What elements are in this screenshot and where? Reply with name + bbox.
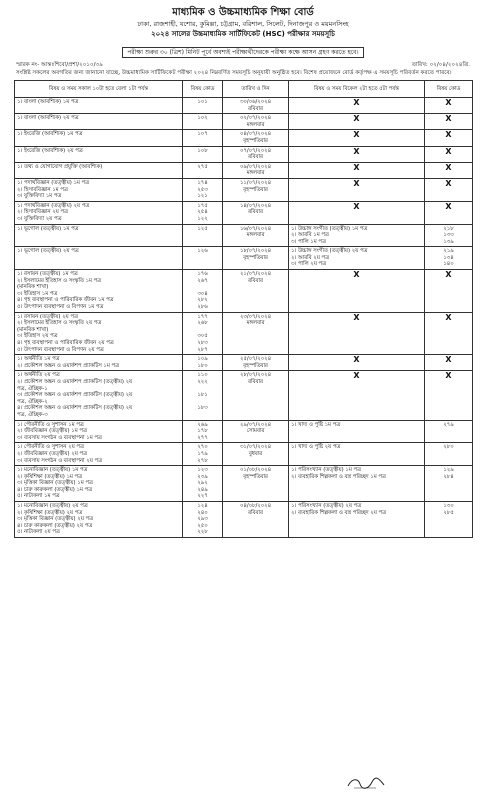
cross-mark: X	[445, 162, 452, 172]
exam-date: ২৫/০৭/২০২৪	[239, 356, 272, 363]
schedule-table	[14, 80, 473, 538]
exam-date: ১৪/০৭/২০২৪	[239, 202, 272, 209]
exam-day: সোমবার	[246, 428, 265, 435]
morning-codes-line: ১১০	[197, 372, 208, 379]
morning-subjects-line: ১। মনোবিজ্ঞান (তত্ত্বীয়) ২য় পত্র	[17, 503, 88, 510]
exam-day: বৃহস্পতিবার	[243, 362, 268, 369]
exam-day: রবিবার	[248, 209, 263, 216]
morning-codes-line: ১০২	[197, 115, 208, 122]
morning-codes-line: ২৪৯	[197, 486, 208, 493]
afternoon-subjects	[289, 420, 425, 443]
morning-subjects-line: ৪। চারু কারুকলা (তত্ত্বীয়) ১ম পত্র	[17, 486, 93, 493]
header-date-day: তারিখ ও দিন	[223, 81, 289, 98]
afternoon-codes	[425, 443, 473, 466]
intro-text: সংশ্লিষ্ট সকলের অবগতির জন্য জানানো যাচ্ছে, উচ্চমাধ্যমিক সার্টিফিকেট পরীক্ষা ২০২৪ নিম্নবর্ণিত সময়সূচি অনুযায়ী অনুষ্ঠিত হবে। বিশেষ প্রয়োজনে বোর্ড কর্তৃপক্ষ এ সময়সূচি পরিবর্তন করতে পারবে।	[16, 70, 452, 76]
cross-mark: X	[445, 201, 452, 211]
afternoon-none-mark	[289, 201, 425, 224]
exam-date-day	[223, 224, 289, 247]
header-code: বিষয় কোড	[183, 81, 223, 98]
exam-date-day	[223, 270, 289, 313]
morning-subjects-line: ১। তথ্য ও যোগাযোগ প্রযুক্তি (আবশ্যিক)	[17, 163, 103, 170]
cross-mark: X	[353, 114, 360, 124]
morning-codes-line: ১২২	[197, 215, 208, 222]
afternoon-subjects-line: ৩। পালি ২য় পত্র	[291, 261, 327, 268]
afternoon-codes-line: ১৩৩	[443, 232, 454, 239]
morning-codes	[183, 224, 223, 247]
morning-subjects-line: ৫। উৎপাদন ব্যবস্থাপনা ও বিপণন ২য় পত্র	[17, 346, 104, 353]
morning-codes	[183, 130, 223, 146]
cross-mark: X	[445, 270, 452, 280]
morning-codes-line: ১২৬	[197, 248, 208, 255]
exam-date: ৩০/০৬/২০২৪	[239, 99, 272, 105]
memo-date: তারিখ: ০২/০৪/২০২৪খ্রি.	[411, 62, 470, 68]
morning-subjects	[15, 178, 183, 201]
table-row	[15, 312, 473, 355]
afternoon-codes-line: ২৮০	[443, 444, 454, 451]
exam-date: ৩১/০৭/২০২৪	[239, 444, 272, 451]
morning-subjects-line: ৩। যুক্তিবিদ্যা ১ম পত্র	[17, 193, 62, 200]
afternoon-code-none-mark	[425, 98, 473, 114]
morning-codes-line: ১৭৮	[197, 428, 208, 435]
table-header-row	[15, 81, 473, 98]
morning-subjects-line: পত্র, ঐচ্ছিক-২	[17, 398, 48, 405]
morning-codes-line: ২২৭	[197, 493, 208, 500]
header-code-afternoon: বিষয় কোড	[425, 81, 473, 98]
exam-day: মঙ্গলবার	[246, 170, 265, 177]
afternoon-none-mark	[289, 270, 425, 313]
exam-date: ১১/০৭/২০২৪	[239, 179, 272, 186]
cross-mark: X	[353, 130, 360, 140]
morning-subjects-line: ২। ইসলামের ইতিহাস ও সংস্কৃতি ১ম পত্র	[17, 277, 102, 284]
afternoon-codes-line: ১৩৪	[443, 254, 454, 261]
morning-subjects-line: ২। প্রকৌশল অঙ্কন ও ওয়ার্কশপ প্র্যাকটিস ১ম পত্র	[17, 362, 119, 369]
exam-day: রবিবার	[248, 105, 263, 112]
morning-codes	[183, 146, 223, 162]
afternoon-codes	[425, 466, 473, 502]
afternoon-subjects	[289, 224, 425, 247]
morning-codes-line	[185, 412, 220, 419]
exam-day: বৃহস্পতিবার	[243, 254, 268, 261]
morning-subjects	[15, 270, 183, 313]
afternoon-code-none-mark	[425, 371, 473, 420]
afternoon-codes-line: ১৩০	[443, 503, 454, 510]
morning-codes-line: ১৮০	[197, 362, 208, 369]
morning-subjects-line: ৩। ব্যবসায় সংগঠন ও ব্যবস্থাপনা ১ম পত্র	[17, 434, 102, 441]
morning-codes	[183, 201, 223, 224]
exam-date: ০৪/০৭/২০২৪	[239, 131, 272, 138]
exam-day: রবিবার	[248, 378, 263, 385]
morning-codes-line: ২৭৫	[197, 163, 208, 170]
exam-day: বৃহস্পতিবার	[243, 137, 268, 144]
cross-mark: X	[353, 371, 360, 381]
cross-mark: X	[445, 130, 452, 140]
exam-date: ১৮/০৭/২০২৪	[239, 248, 272, 255]
table-row	[15, 162, 473, 178]
morning-codes-line: ২৪০	[197, 509, 208, 516]
table-row	[15, 178, 473, 201]
cross-mark: X	[353, 312, 360, 322]
exam-date-day	[223, 162, 289, 178]
exam-day: মঙ্গলবার	[246, 121, 265, 128]
afternoon-code-none-mark	[425, 114, 473, 130]
afternoon-codes-line: ২৮৪	[443, 473, 454, 480]
morning-codes-line: ২২৮	[197, 529, 208, 536]
morning-subjects-line: ১। রসায়ন (তত্ত্বীয়) ১ম পত্র	[17, 271, 78, 278]
morning-codes-line: ২৯৩	[197, 516, 208, 523]
table-row	[15, 201, 473, 224]
morning-subjects-line: ২। ইসলামের ইতিহাস ও সংস্কৃতি ২য় পত্র	[17, 320, 102, 327]
morning-codes-line: ২৭০	[197, 444, 208, 451]
notice-header	[0, 0, 486, 58]
cross-mark: X	[353, 201, 360, 211]
morning-codes-line: ১৮১	[197, 392, 208, 399]
morning-codes-line: ২৬৯	[197, 421, 208, 428]
afternoon-codes	[425, 502, 473, 538]
afternoon-codes	[425, 224, 473, 247]
morning-codes-line	[185, 327, 220, 334]
morning-codes-line: ২৬৮	[197, 320, 208, 327]
afternoon-subjects-line: ১। উচ্চাঙ্গ সংগীত (তত্ত্বীয়) ২য় পত্র	[291, 248, 368, 255]
morning-codes-line	[185, 386, 220, 393]
morning-subjects	[15, 371, 183, 420]
exam-date: ০৪/০৮/২০২৪	[239, 503, 272, 510]
board-name: মাধ্যমিক ও উচ্চমাধ্যমিক শিক্ষা বোর্ড	[172, 7, 314, 18]
afternoon-code-none-mark	[425, 130, 473, 146]
morning-subjects-line: ৫। উৎপাদন ব্যবস্থাপনা ও বিপণন ১ম পত্র	[17, 304, 104, 311]
afternoon-subjects	[289, 443, 425, 466]
afternoon-code-none-mark	[425, 270, 473, 313]
morning-subjects-line: ১। পদার্থবিজ্ঞান (তত্ত্বীয়) ২য় পত্র	[17, 202, 90, 209]
afternoon-none-mark	[289, 312, 425, 355]
morning-codes	[183, 114, 223, 130]
morning-subjects	[15, 247, 183, 270]
afternoon-subjects	[289, 247, 425, 270]
morning-subjects-line: ২। হিসাববিজ্ঞান ২য় পত্র	[17, 209, 68, 216]
morning-codes-line: ২৮৬	[197, 304, 208, 311]
exam-date: ০৭/০৭/২০২৪	[239, 147, 272, 154]
exam-day: রবিবার	[248, 509, 263, 516]
morning-subjects-line: ২। হিসাববিজ্ঞান ১ম পত্র	[17, 186, 68, 193]
morning-subjects-line: পত্র, ঐচ্ছিক-৩	[17, 411, 48, 418]
afternoon-codes	[425, 247, 473, 270]
afternoon-subjects-line: ২। ব্যবহারিক শিল্পকলা ও বস্ত্র পরিচ্ছদ ২য় পত্র	[291, 509, 386, 516]
morning-subjects	[15, 355, 183, 371]
cross-mark: X	[353, 162, 360, 172]
cross-mark: X	[445, 371, 452, 381]
afternoon-code-none-mark	[425, 146, 473, 162]
cross-mark: X	[353, 178, 360, 188]
exam-date: ২৮/০৭/২০২৪	[239, 372, 272, 379]
exam-day: বুধবার	[248, 450, 263, 457]
morning-codes	[183, 178, 223, 201]
morning-codes-line: ১০৯	[197, 356, 208, 363]
morning-codes-line: ২৬৭	[197, 277, 208, 284]
afternoon-none-mark	[289, 355, 425, 371]
morning-codes-line	[185, 284, 220, 291]
morning-subjects	[15, 312, 183, 355]
exam-date-day	[223, 466, 289, 502]
afternoon-codes-line: ১২৯	[443, 467, 454, 474]
morning-codes-line: ১০৭	[197, 131, 208, 138]
morning-subjects-line: ৩। মৃত্তিকা বিজ্ঞান (তত্ত্বীয়) ২য় পত্র	[17, 516, 94, 523]
table-row	[15, 443, 473, 466]
morning-codes-line: ২৮২	[197, 297, 208, 304]
morning-codes-line: ১২৩	[197, 467, 208, 474]
table-row	[15, 98, 473, 114]
morning-subjects	[15, 201, 183, 224]
morning-subjects-line: ২। জীববিজ্ঞান (তত্ত্বীয়) ২য় পত্র	[17, 450, 88, 457]
exam-date-day	[223, 355, 289, 371]
morning-codes	[183, 420, 223, 443]
morning-codes-line: ১০৮	[197, 147, 208, 154]
morning-subjects-line: ৩। মৃত্তিকা বিজ্ঞান (তত্ত্বীয়) ১ম পত্র	[17, 480, 93, 487]
afternoon-subjects-line: ১। খাদ্য ও পুষ্টি ২য় পত্র	[291, 444, 341, 451]
afternoon-subjects-line: ২। ব্যবহারিক শিল্পকলা ও বস্ত্র পরিচ্ছদ ১ম পত্র	[291, 473, 386, 480]
morning-subjects	[15, 162, 183, 178]
table-row	[15, 114, 473, 130]
morning-subjects-line: ৩। ইতিহাস ২য় পত্র	[17, 333, 58, 340]
exam-date-day	[223, 443, 289, 466]
exam-date-day	[223, 420, 289, 443]
table-row	[15, 466, 473, 502]
afternoon-subjects-line: ১। উচ্চাঙ্গ সংগীত (তত্ত্বীয়) ১ম পত্র	[291, 225, 368, 232]
morning-codes	[183, 98, 223, 114]
table-row	[15, 502, 473, 538]
afternoon-codes-line: ২১৮	[443, 225, 454, 232]
exam-date-day	[223, 98, 289, 114]
morning-subjects-line: ১। বাংলা (আবশ্যিক) ২য় পত্র	[17, 115, 79, 122]
table-row	[15, 371, 473, 420]
afternoon-subjects-line: ১। খাদ্য ও পুষ্টি ১ম পত্র	[291, 421, 341, 428]
table-row	[15, 270, 473, 313]
morning-codes-line: ২৩৯	[197, 473, 208, 480]
morning-subjects	[15, 130, 183, 146]
morning-codes	[183, 443, 223, 466]
afternoon-none-mark	[289, 371, 425, 420]
afternoon-none-mark	[289, 178, 425, 201]
exam-day: রবিবার	[248, 154, 263, 161]
morning-codes-line: ১২৫	[197, 225, 208, 232]
exam-day: রবিবার	[248, 277, 263, 284]
morning-codes	[183, 270, 223, 313]
morning-subjects-line: ৩। ইতিহাস ১ম পত্র	[17, 290, 58, 297]
morning-codes	[183, 247, 223, 270]
memo-line	[0, 58, 486, 69]
morning-subjects	[15, 466, 183, 502]
morning-subjects-line: ১। ইংরেজি (আবশ্যিক) ২য় পত্র	[17, 147, 83, 154]
morning-codes-line: ১৭৪	[197, 179, 208, 186]
morning-subjects-line: ১। রসায়ন (তত্ত্বীয়) ২য় পত্র	[17, 313, 78, 320]
table-row	[15, 146, 473, 162]
exam-day: বৃহস্পতিবার	[243, 473, 268, 480]
morning-codes	[183, 502, 223, 538]
morning-subjects-line: ১। মনোবিজ্ঞান (তত্ত্বীয়) ১ম পত্র	[17, 467, 88, 474]
exam-date: ২৩/০৭/২০২৪	[239, 313, 272, 320]
exam-date-day	[223, 247, 289, 270]
exam-date-day	[223, 130, 289, 146]
afternoon-code-none-mark	[425, 312, 473, 355]
afternoon-code-none-mark	[425, 355, 473, 371]
afternoon-codes-line: ২৮৫	[443, 509, 454, 516]
table-row	[15, 224, 473, 247]
morning-subjects-line: পত্র, ঐচ্ছিক-১	[17, 385, 48, 392]
memo-number: স্মারক নং- আন্তঃশিবো/প্রশা/২০১০/৩৯	[16, 62, 103, 68]
morning-subjects-line: ১। ভূগোল (তত্ত্বীয়) ১ম পত্র	[17, 225, 79, 232]
exam-day: বৃহস্পতিবার	[243, 186, 268, 193]
morning-subjects-line: ১। অর্থনীতি ২য় পত্র	[17, 372, 60, 379]
board-cities: ঢাকা, রাজশাহী, যশোর, কুমিল্লা, চট্টগ্রাম, বরিশাল, সিলেট, দিনাজপুর ও ময়মনসিংহ	[137, 20, 349, 28]
morning-codes-line: ১৮৩	[197, 405, 208, 412]
morning-codes-line: ১২১	[197, 193, 208, 200]
morning-codes-line: ২৭৮	[197, 457, 208, 464]
exam-date: ২১/০৭/২০২৪	[239, 271, 272, 278]
morning-subjects-line: ২। প্রকৌশল অঙ্কন ও ওয়ার্কশপ প্র্যাকটিস (তত্ত্বীয়) ২য়	[17, 378, 133, 385]
afternoon-code-none-mark	[425, 162, 473, 178]
morning-subjects	[15, 114, 183, 130]
cross-mark: X	[353, 146, 360, 156]
afternoon-subjects-line: ১। পরিসংখ্যান (তত্ত্বীয়) ২য় পত্র	[291, 503, 362, 510]
morning-codes-line: ২৫৩	[197, 186, 208, 193]
morning-subjects	[15, 98, 183, 114]
morning-subjects-line: ৩। যুক্তিবিদ্যা ২য় পত্র	[17, 215, 62, 222]
morning-codes-line: ২৮৭	[197, 346, 208, 353]
morning-codes-line: ৩০৫	[197, 333, 208, 340]
exam-date-day	[223, 371, 289, 420]
exam-date-day	[223, 201, 289, 224]
morning-codes	[183, 355, 223, 371]
morning-codes-line	[185, 399, 220, 406]
table-row	[15, 130, 473, 146]
exam-date-day	[223, 146, 289, 162]
morning-codes-line: ২৫০	[197, 522, 208, 529]
afternoon-codes-line: ২১৯	[443, 248, 454, 255]
cross-mark: X	[445, 114, 452, 124]
cross-mark: X	[353, 355, 360, 365]
morning-codes	[183, 371, 223, 420]
morning-subjects-line: ১। বাংলা (আবশ্যিক) ১ম পত্র	[17, 99, 79, 105]
morning-subjects-line: ২। কৃষিশিক্ষা (তত্ত্বীয়) ২য় পত্র	[17, 509, 83, 516]
morning-subjects-line: ১। পৌরনীতি ও সুশাসন ১ম পত্র	[17, 421, 84, 428]
table-row	[15, 420, 473, 443]
cross-mark: X	[445, 355, 452, 365]
morning-codes-line: ২৫৪	[197, 209, 208, 216]
exam-date: ০১/০৮/২০২৪	[239, 467, 272, 474]
morning-codes-line: ১৭৫	[197, 202, 208, 209]
morning-codes-line: ১৭৬	[197, 271, 208, 278]
cross-mark: X	[445, 146, 452, 156]
morning-subjects-line: ৪। গৃহ ব্যবস্থাপনা ও পারিবারিক জীবন ১ম পত্র	[17, 297, 114, 304]
exam-date-day	[223, 114, 289, 130]
exam-date-day	[223, 178, 289, 201]
morning-subjects-line: ১। অর্থনীতি ১ম পত্র	[17, 356, 60, 363]
morning-codes-line: ১০১	[197, 99, 208, 105]
morning-codes	[183, 312, 223, 355]
cross-mark: X	[445, 312, 452, 322]
morning-codes-line: ২৮৩	[197, 340, 208, 346]
morning-codes-line: ৩০৪	[197, 290, 208, 297]
morning-subjects	[15, 224, 183, 247]
afternoon-subjects-line: ২। আরবি ২য় পত্র	[291, 254, 329, 261]
header-subject-morning: বিষয় ও সময় সকাল ১০টা হতে বেলা ১টা পর্যন্ত	[15, 81, 183, 98]
exam-note: পরীক্ষা শুরুর ৩০ (ত্রিশ) মিনিট পূর্বে অবশ্যই পরীক্ষার্থীদেরকে পরীক্ষা কক্ষে আসন গ্রহণ করতে হবে।	[122, 47, 363, 58]
afternoon-subjects-line: ২। আরবি ১ম পত্র	[291, 232, 329, 239]
morning-subjects	[15, 146, 183, 162]
afternoon-code-none-mark	[425, 201, 473, 224]
signature	[346, 776, 386, 792]
exam-date: ২৯/০৭/২০২৪	[239, 421, 272, 428]
morning-codes-line: ২৭৭	[197, 434, 208, 441]
table-row	[15, 247, 473, 270]
morning-codes-line: ১৭৯	[197, 450, 208, 457]
exam-date-day	[223, 502, 289, 538]
afternoon-codes-line: ১৩৯	[443, 238, 454, 245]
morning-codes-line: ১৭৭	[197, 313, 208, 320]
morning-subjects-line: ৪। গৃহ ব্যবস্থাপনা ও পারিবারিক জীবন ২য় পত্র	[17, 340, 114, 346]
morning-subjects	[15, 502, 183, 538]
afternoon-none-mark	[289, 162, 425, 178]
morning-codes	[183, 466, 223, 502]
exam-date: ০২/০৭/২০২৪	[239, 115, 272, 122]
exam-day: মঙ্গলবার	[246, 320, 265, 327]
morning-codes-line: ২৯২	[197, 480, 208, 487]
morning-subjects	[15, 443, 183, 466]
morning-subjects-line: ২। কৃষিশিক্ষা (তত্ত্বীয়) ১ম পত্র	[17, 473, 83, 480]
table-row	[15, 355, 473, 371]
morning-codes	[183, 162, 223, 178]
morning-subjects-line: ৪। চারু কারুকলা (তত্ত্বীয়) ২য় পত্র	[17, 522, 93, 529]
cross-mark: X	[445, 98, 452, 107]
morning-subjects-line: ৪। প্রকৌশল অঙ্কন ও ওয়ার্কশপ প্র্যাকটিস (তত্ত্বীয়) ২য়	[17, 405, 133, 412]
morning-subjects	[15, 420, 183, 443]
morning-subjects-line: ৫। নাট্যকলা ২য় পত্র	[17, 529, 60, 536]
cross-mark: X	[353, 98, 360, 107]
afternoon-subjects	[289, 502, 425, 538]
header-subject-afternoon: বিষয় ও সময় বিকেল ২টা হতে ৫টা পর্যন্ত	[289, 81, 425, 98]
morning-subjects-line: ১। পৌরনীতি ও সুশাসন ২য় পত্র	[17, 444, 84, 451]
morning-codes-line: ১২৪	[197, 503, 208, 510]
cross-mark: X	[353, 270, 360, 280]
morning-subjects-line: ৩। প্রকৌশল অঙ্কন ও ওয়ার্কশপ প্র্যাকটিস (তত্ত্বীয়) ২য়	[17, 392, 133, 399]
morning-subjects-line: ১। পদার্থবিজ্ঞান (তত্ত্বীয়) ১ম পত্র	[17, 179, 89, 186]
cross-mark: X	[445, 178, 452, 188]
afternoon-codes-line: ২৭৯	[443, 421, 454, 428]
morning-subjects-line: ১। ইংরেজি (আবশ্যিক) ১ম পত্র	[17, 131, 83, 138]
exam-date: ১৬/০৭/২০২৪	[239, 225, 272, 232]
morning-codes-line: ২২২	[197, 378, 208, 385]
morning-subjects-line: (মানবিক শাখা)	[17, 326, 49, 333]
afternoon-codes	[425, 420, 473, 443]
afternoon-subjects-line: ৩। পালি ১ম পত্র	[291, 238, 326, 245]
afternoon-code-none-mark	[425, 178, 473, 201]
morning-subjects-line: ৩। ব্যবসায় সংগঠন ও ব্যবস্থাপনা ২য় পত্র	[17, 457, 102, 464]
exam-date-day	[223, 312, 289, 355]
afternoon-subjects-line: ১। পরিসংখ্যান (তত্ত্বীয়) ১ম পত্র	[291, 467, 361, 474]
afternoon-subjects	[289, 466, 425, 502]
morning-subjects-line: ১। ভূগোল (তত্ত্বীয়) ২য় পত্র	[17, 248, 79, 255]
afternoon-none-mark	[289, 146, 425, 162]
afternoon-none-mark	[289, 130, 425, 146]
exam-date: ০৯/০৭/২০২৪	[239, 163, 272, 170]
schedule-title: ২০২৪ সালের উচ্চমাধ্যমিক সার্টিফিকেট (HSC) পরীক্ষার সময়সূচি	[151, 30, 335, 38]
afternoon-codes-line: ১৪০	[443, 261, 454, 268]
morning-subjects-line: ৫। নাট্যকলা ১ম পত্র	[17, 493, 60, 500]
afternoon-none-mark	[289, 98, 425, 114]
exam-day: মঙ্গলবার	[246, 232, 265, 239]
morning-subjects-line: (মানবিক শাখা)	[17, 284, 49, 291]
morning-subjects-line: ২। জীববিজ্ঞান (তত্ত্বীয়) ১ম পত্র	[17, 428, 87, 435]
afternoon-none-mark	[289, 114, 425, 130]
